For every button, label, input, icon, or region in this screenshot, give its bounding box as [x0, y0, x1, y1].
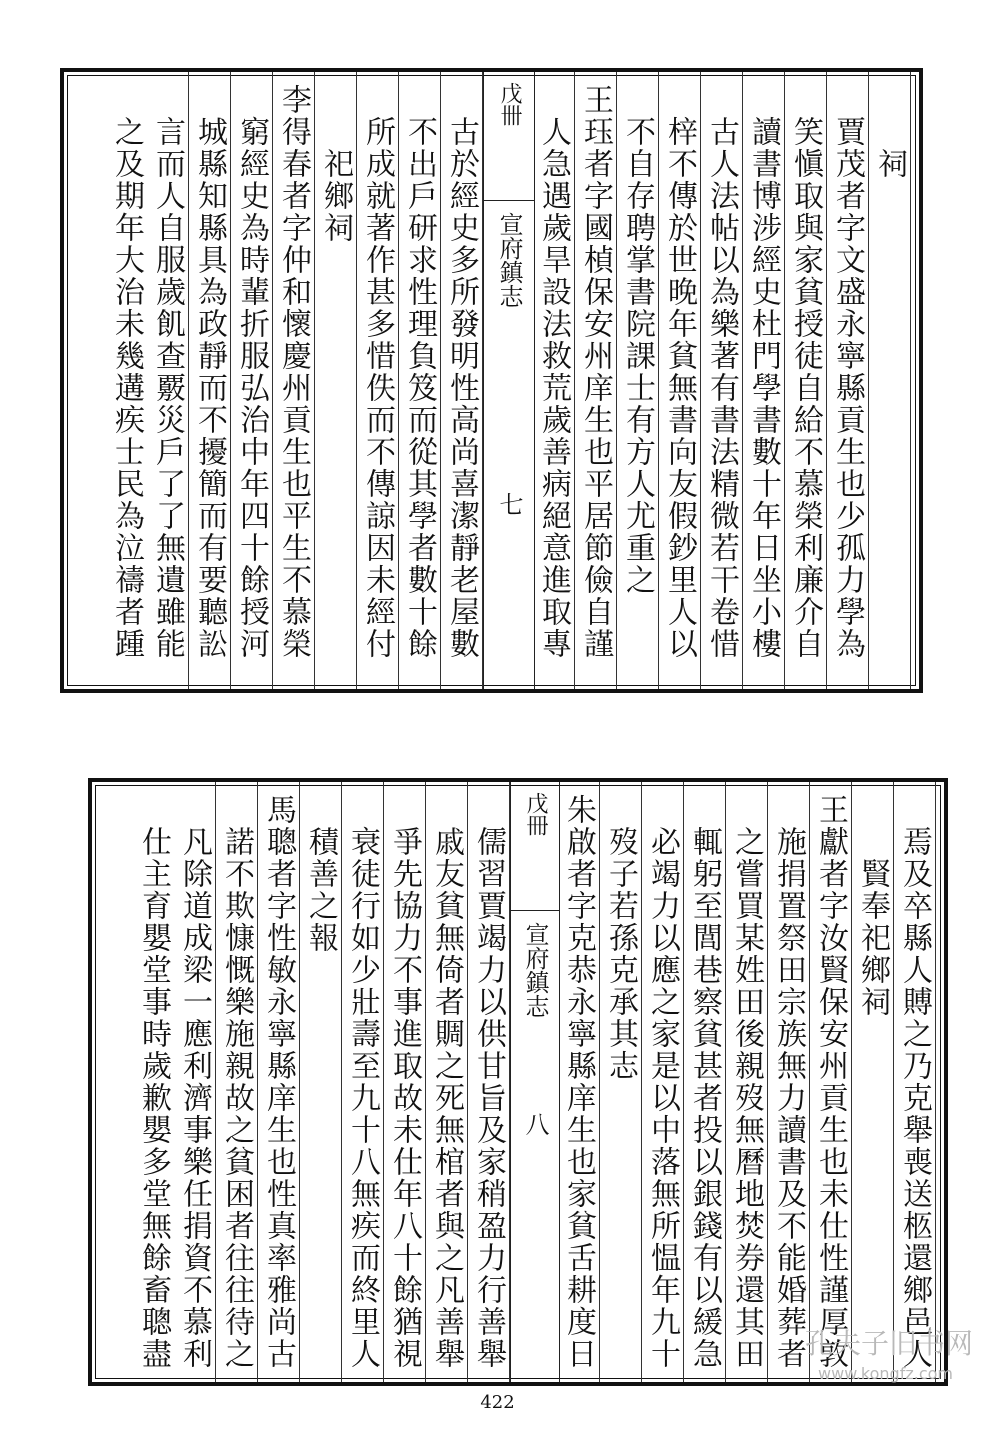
text-column: 窮經史為時輩折服弘治中年四十餘授河: [231, 72, 273, 689]
fold-band-leaf-number: 七: [495, 492, 523, 516]
text-column: 輒躬至閭巷察貧甚者投以銀錢有以緩急: [684, 782, 726, 1382]
text-column: 賢奉祀鄉祠: [852, 782, 894, 1382]
text-column: 儒習賈竭力以供甘旨及家稍盈力行善舉: [468, 782, 510, 1382]
text-column: 李得春者字仲和懷慶州貢生也平生不慕榮: [273, 72, 315, 689]
text-column: 焉及卒縣人賻之乃克舉喪送柩還鄉邑人: [894, 782, 936, 1382]
text-column: 爭先協力不事進取故未仕年八十餘猶視: [384, 782, 426, 1382]
fold-band-title: 宣府鎮志: [521, 922, 549, 1018]
text-column: 古人法帖以為樂著有書法精微若干卷惜: [701, 72, 743, 689]
text-column: 積善之報: [300, 782, 342, 1382]
fold-band-title: 宣府鎮志: [495, 212, 523, 308]
text-column: 所成就著作甚多惜佚而不傳諒因未經付: [357, 72, 399, 689]
text-column: 歿子若孫克承其志: [600, 782, 642, 1382]
text-column: 古於經史多所發明性高尚喜潔靜老屋數: [441, 72, 483, 689]
text-column: 朱啟者字克恭永寧縣庠生也家貧舌耕度日: [558, 782, 600, 1382]
text-column: 衰徒行如少壯壽至九十八無疾而終里人: [342, 782, 384, 1382]
watermark-url: www.kongfz.com: [818, 1364, 953, 1383]
text-column: 不出戶研求性理負笈而從其學者數十餘: [399, 72, 441, 689]
top-page: [60, 68, 923, 693]
fold-band-volume: 戊卌: [497, 82, 522, 126]
text-column: 人急遇歲旱設法救荒歲善病絕意進取專: [533, 72, 575, 689]
text-column: 之嘗買某姓田後親歿無曆地焚券還其田: [726, 782, 768, 1382]
text-column: 言而人自服歲飢查覈災戶了了無遺雖能: [147, 72, 189, 689]
text-column: 城縣知縣具為政靜而不擾簡而有要聽訟: [189, 72, 231, 689]
text-column: 笑愼取與家貧授徒自給不慕榮利廉介自: [785, 72, 827, 689]
text-column: 梓不傳於世晚年貧無書向友假鈔里人以: [659, 72, 701, 689]
text-column: 馬聰者字性敏永寧縣庠生也性真率雅尚古: [258, 782, 300, 1382]
text-column: 仕主育嬰堂事時歲歉嬰多堂無餘畜聰盡: [136, 826, 171, 1370]
text-column: 凡除道成梁一應利濟事樂任捐資不慕利: [174, 782, 216, 1382]
text-column: 讀書博涉經史杜門學書數十年日坐小樓: [743, 72, 785, 689]
text-column: 賈茂者字文盛永寧縣貢生也少孤力學為: [827, 72, 869, 689]
watermark-logo: 孔夫子旧书网: [804, 1327, 973, 1360]
fold-band-fishtail: [484, 200, 534, 201]
text-column: 祀鄉祠: [315, 72, 357, 689]
text-column: 王珏者字國楨保安州庠生也平居節儉自謹: [575, 72, 617, 689]
fold-band-fishtail: [511, 910, 559, 911]
text-column: 不自存聘掌書院課士有方人尤重之: [617, 72, 659, 689]
fold-band: [483, 72, 535, 689]
text-column: 施捐置祭田宗族無力讀書及不能婚葬者: [768, 782, 810, 1382]
page-number: 422: [480, 1392, 515, 1413]
text-column: 諾不欺慷慨樂施親故之貧困者往往待之: [216, 782, 258, 1382]
text-column: 之及期年大治未幾遘疾士民為泣禱者踵: [109, 116, 144, 660]
bottom-page: [88, 778, 948, 1386]
fold-band: [510, 782, 560, 1382]
text-column: 王獻者字汝賢保安州貢生也未仕性謹厚敦: [810, 782, 852, 1382]
fold-band-leaf-number: 八: [521, 1112, 549, 1136]
text-column: 必竭力以應之家是以中落無所愠年九十: [642, 782, 684, 1382]
text-column: 戚友貧無倚者賙之死無棺者與之凡善舉: [426, 782, 468, 1382]
text-column: 祠: [869, 72, 911, 689]
fold-band-volume: 戊冊: [523, 792, 548, 836]
